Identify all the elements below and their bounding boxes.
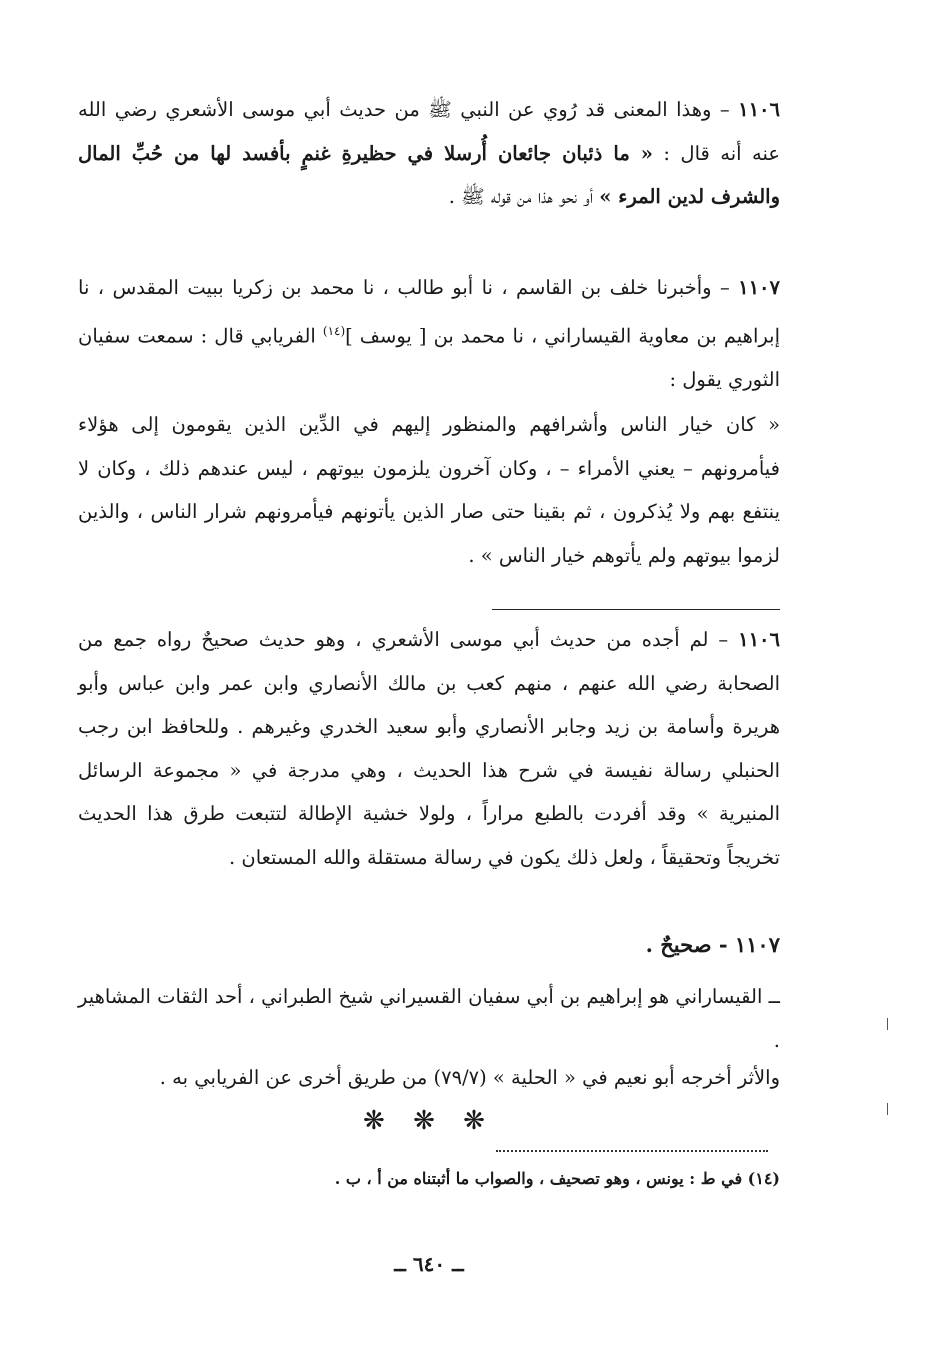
book-page (78, 0, 780, 1355)
hadith-quote: « ما ذئبان جائعان أُرسلا في حظيرةِ غنمٍ بأفسد لها من حُبِّ المال والشرف لدين المرء » (78, 141, 780, 208)
page-number: ــ ٦٤٠ ــ (394, 1252, 464, 1276)
margin-tick (887, 1103, 888, 1115)
hadith-number: ١١٠٦ (738, 98, 780, 121)
hadith-number: ١١٠٧ (738, 276, 780, 299)
commentary-1107-heading: ١١٠٧ - صحيحٌ . (645, 932, 780, 957)
footnote-dotted-rule (496, 1150, 768, 1152)
commentary-1106 (78, 618, 780, 879)
footnote-separator-rule (492, 609, 780, 610)
hadith-1107-isnad (78, 266, 780, 401)
hadith-intro: – وهذا المعنى قد رُوي عن النبي ﷺ من حديث أبي موسى الأشعري رضي الله عنه أنه قال : (78, 98, 780, 165)
hadith-1107-matn: « كان خيار الناس وأشرافهم والمنظور إليهم في الدِّين الذين يقومون إلى هؤلاء فيأمرونهم – يعني الأمراء – ، وكان آخرون يلزمون بيوتهم ، ليس عندهم ذلك ، وكان لا ينتفع بهم ولا يُذكرون ، ثم بقينا حتى صار الذين يأتونهم فيأمرونهم شرار الناس ، والذين لزموا بيوتهم ولم يأتوهم خيار الناس » . (78, 413, 780, 567)
section-separator-stars: ❋ ❋ ❋ (363, 1106, 495, 1136)
footnote-14: (١٤) في ط : يونس ، وهو تصحيف ، والصواب ما أثبتناه من أ ، ب . (334, 1169, 780, 1188)
isnad-part-2: الفريابي قال : سمعت سفيان الثوري يقول : (78, 324, 780, 391)
footnote-reference: (١٤) (322, 323, 346, 338)
hadith-tail: أو نحو هذا من قوله ﷺ . (448, 185, 600, 208)
commentary-1107-line-1: ــ القيساراني هو إبراهيم بن أبي سفيان القسيراني شيخ الطبراني ، أحد الثقات المشاهير . (78, 985, 780, 1052)
commentary-1107-line-2: والأثر أخرجه أبو نعيم في « الحلية » (٧٩/٧) من طريق أخرى عن الفريابي به . (159, 1066, 780, 1089)
hadith-1106 (78, 88, 780, 219)
isnad-part-1: – وأخبرنا خلف بن القاسم ، نا أبو طالب ، نا محمد بن زكريا ببيت المقدس ، نا إبراهيم بن معاوية القيساراني ، نا محمد بن [ يوسف ] (78, 276, 780, 347)
commentary-number: ١١٠٦ (738, 628, 780, 651)
commentary-text: – لم أجده من حديث أبي موسى الأشعري ، وهو حديث صحيحٌ رواه جمع من الصحابة رضي الله عنهم ، منهم كعب بن مالك الأنصاري وابن عمر وابن عباس وأبو هريرة وأسامة بن زيد وجابر الأنصاري وأبو سعيد الخدري وغيرهم . وللحافظ ابن رجب الحنبلي رسالة نفيسة في شرح هذا الحديث ، وهي مدرجة في « مجموعة الرسائل المنيرية » وقد أفردت بالطبع مراراً ، ولولا خشية الإطالة لتتبعت طرق هذا الحديث تخريجاً وتحقيقاً ، ولعل ذلك يكون في رسالة مستقلة والله المستعان . (78, 628, 780, 869)
margin-tick (887, 1018, 888, 1030)
